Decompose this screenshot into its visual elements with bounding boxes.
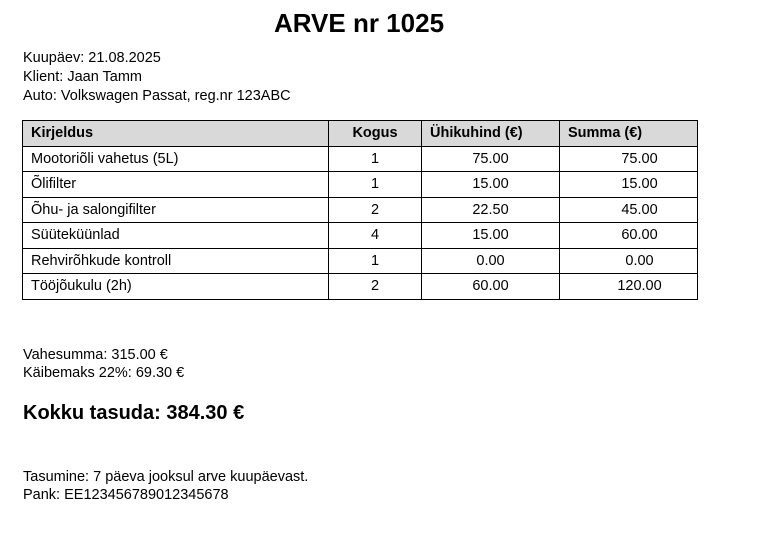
row-quantity: 2 bbox=[329, 197, 422, 223]
grand-total: Kokku tasuda: 384.30 € bbox=[23, 402, 245, 424]
table-row bbox=[23, 172, 698, 198]
row-quantity: 1 bbox=[329, 146, 422, 172]
row-unit-price: 0.00 bbox=[422, 248, 560, 274]
invoice-date: Kuupäev: 21.08.2025 bbox=[23, 50, 161, 66]
row-total: 45.00 bbox=[560, 197, 698, 223]
row-quantity: 1 bbox=[329, 248, 422, 274]
row-total: 120.00 bbox=[560, 274, 698, 300]
table-row bbox=[23, 248, 698, 274]
row-description: Rehvirõhkude kontroll bbox=[23, 248, 329, 274]
subtotal: Vahesumma: 315.00 € bbox=[23, 347, 168, 363]
row-description: Õlifilter bbox=[23, 172, 329, 198]
table-row bbox=[23, 197, 698, 223]
header-description: Kirjeldus bbox=[23, 121, 329, 147]
row-description: Tööjõukulu (2h) bbox=[23, 274, 329, 300]
row-quantity: 1 bbox=[329, 172, 422, 198]
table-row bbox=[23, 223, 698, 249]
payment-terms: Tasumine: 7 päeva jooksul arve kuupäevast. bbox=[23, 469, 309, 485]
invoice-title: ARVE nr 1025 bbox=[273, 8, 445, 38]
row-unit-price: 22.50 bbox=[422, 197, 560, 223]
row-total: 15.00 bbox=[560, 172, 698, 198]
table-row bbox=[23, 274, 698, 300]
vat-amount: Käibemaks 22%: 69.30 € bbox=[23, 365, 185, 381]
invoice-meta bbox=[23, 49, 291, 106]
row-description: Õhu- ja salongifilter bbox=[23, 197, 329, 223]
row-quantity: 2 bbox=[329, 274, 422, 300]
row-unit-price: 15.00 bbox=[422, 223, 560, 249]
row-unit-price: 75.00 bbox=[422, 146, 560, 172]
row-unit-price: 15.00 bbox=[422, 172, 560, 198]
row-total: 60.00 bbox=[560, 223, 698, 249]
row-description: Mootoriõli vahetus (5L) bbox=[23, 146, 329, 172]
header-quantity: Kogus bbox=[329, 121, 422, 147]
car-info: Auto: Volkswagen Passat, reg.nr 123ABC bbox=[23, 88, 291, 104]
client-name: Klient: Jaan Tamm bbox=[23, 69, 143, 85]
invoice-items-table bbox=[22, 120, 698, 300]
header-unit-price: Ühikuhind (€) bbox=[422, 121, 560, 147]
totals-block bbox=[23, 346, 184, 382]
row-description: Süüteküünlad bbox=[23, 223, 329, 249]
table-header-row bbox=[23, 121, 698, 147]
row-total: 0.00 bbox=[560, 248, 698, 274]
bank-account: Pank: EE123456789012345678 bbox=[23, 487, 229, 503]
row-quantity: 4 bbox=[329, 223, 422, 249]
row-total: 75.00 bbox=[560, 146, 698, 172]
payment-info bbox=[23, 468, 308, 504]
header-total: Summa (€) bbox=[560, 121, 698, 147]
table-row bbox=[23, 146, 698, 172]
row-unit-price: 60.00 bbox=[422, 274, 560, 300]
